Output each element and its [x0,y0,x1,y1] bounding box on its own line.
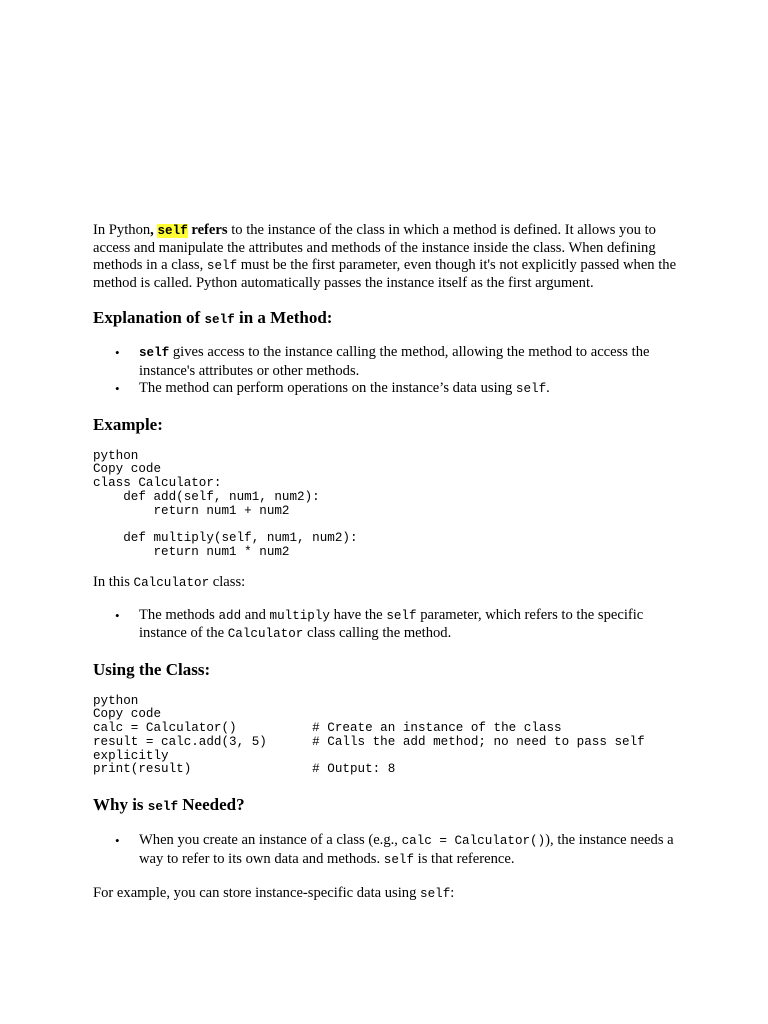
using-class-heading: Using the Class: [93,659,211,679]
list-item-text: class calling the method. [303,625,452,641]
list-item [139,380,683,399]
paragraph-text: class: [209,573,246,590]
inline-code: self [515,382,547,396]
list-item-text: ), the instance needs a way to refer to its own data and methods. [139,832,674,867]
inline-code: Calculator [227,627,304,641]
inline-code: self [420,887,451,901]
inline-code: self [139,346,170,360]
example-heading: Example: [93,414,163,434]
in-this-paragraph [93,574,683,592]
inline-code: self [386,608,417,623]
list-item-text: When you create an instance of a class (e.g., [139,832,402,848]
inline-code: self [147,800,179,814]
self-highlight: self [157,224,188,238]
list-item-text: parameter, which refers to the specific instance of the [139,606,644,641]
intro-text: to the instance of the class in which a method is defined. It allows you to access and manipulate the attributes and methods of the instance inside the class. When defining methods in a class, [93,222,656,273]
heading-text: in a Method: [234,308,333,327]
list-item-text: is that reference. [414,850,515,867]
inline-code: add [218,608,242,623]
inline-code: self [204,313,235,327]
list-item [139,607,683,644]
inline-code: self [206,259,238,273]
list-item-text: The method can perform operations on the instance’s data using [139,380,516,396]
paragraph-text: In this [93,573,134,590]
explanation-heading [93,308,683,330]
inline-code: Calculator [133,575,210,590]
intro-text: In Python [93,222,151,238]
heading-text: Needed? [178,795,245,814]
inline-code: self [383,852,415,867]
paragraph-text: : [450,885,455,901]
document-body [93,222,683,903]
final-paragraph [93,885,683,903]
explanation-list [93,344,683,399]
why-heading [93,795,683,817]
paragraph-text: For example, you can store instance-specific data using [93,885,421,901]
list-item-text: and [241,606,270,623]
list-item-text: have the [329,606,387,623]
heading-text: Why is [93,795,148,814]
code-block-calculator: python Copy code class Calculator: def add(self, num1, num2): return num1 + num2 def multiply(self, num1, num2): return num1 * num2 [93,448,358,559]
list-item-text: The methods [139,606,219,623]
intro-paragraph [93,222,683,292]
code-block-usage: python Copy code calc = Calculator() # Create an instance of the class result = calc.add(3, 5) # Calls the add method; no need to pass self explicitly print(result) # Output: 8 [93,693,645,777]
methods-list [93,607,683,644]
refers-bold: refers [187,222,228,238]
inline-code: calc = Calculator() [401,834,546,848]
list-item [139,344,683,380]
why-list [93,832,683,869]
list-item [139,832,683,869]
inline-code: multiply [269,608,330,623]
intro-comma: , [150,222,158,238]
list-item-text: gives access to the instance calling the method, allowing the method to access the instance's attributes or other methods. [139,344,650,379]
heading-text: Explanation of [93,308,205,327]
intro-text: must be the first parameter, even though it's not explicitly passed when the method is called. Python automatically passes the instance itself as the first argument. [93,257,677,291]
list-item-text: . [546,380,550,396]
